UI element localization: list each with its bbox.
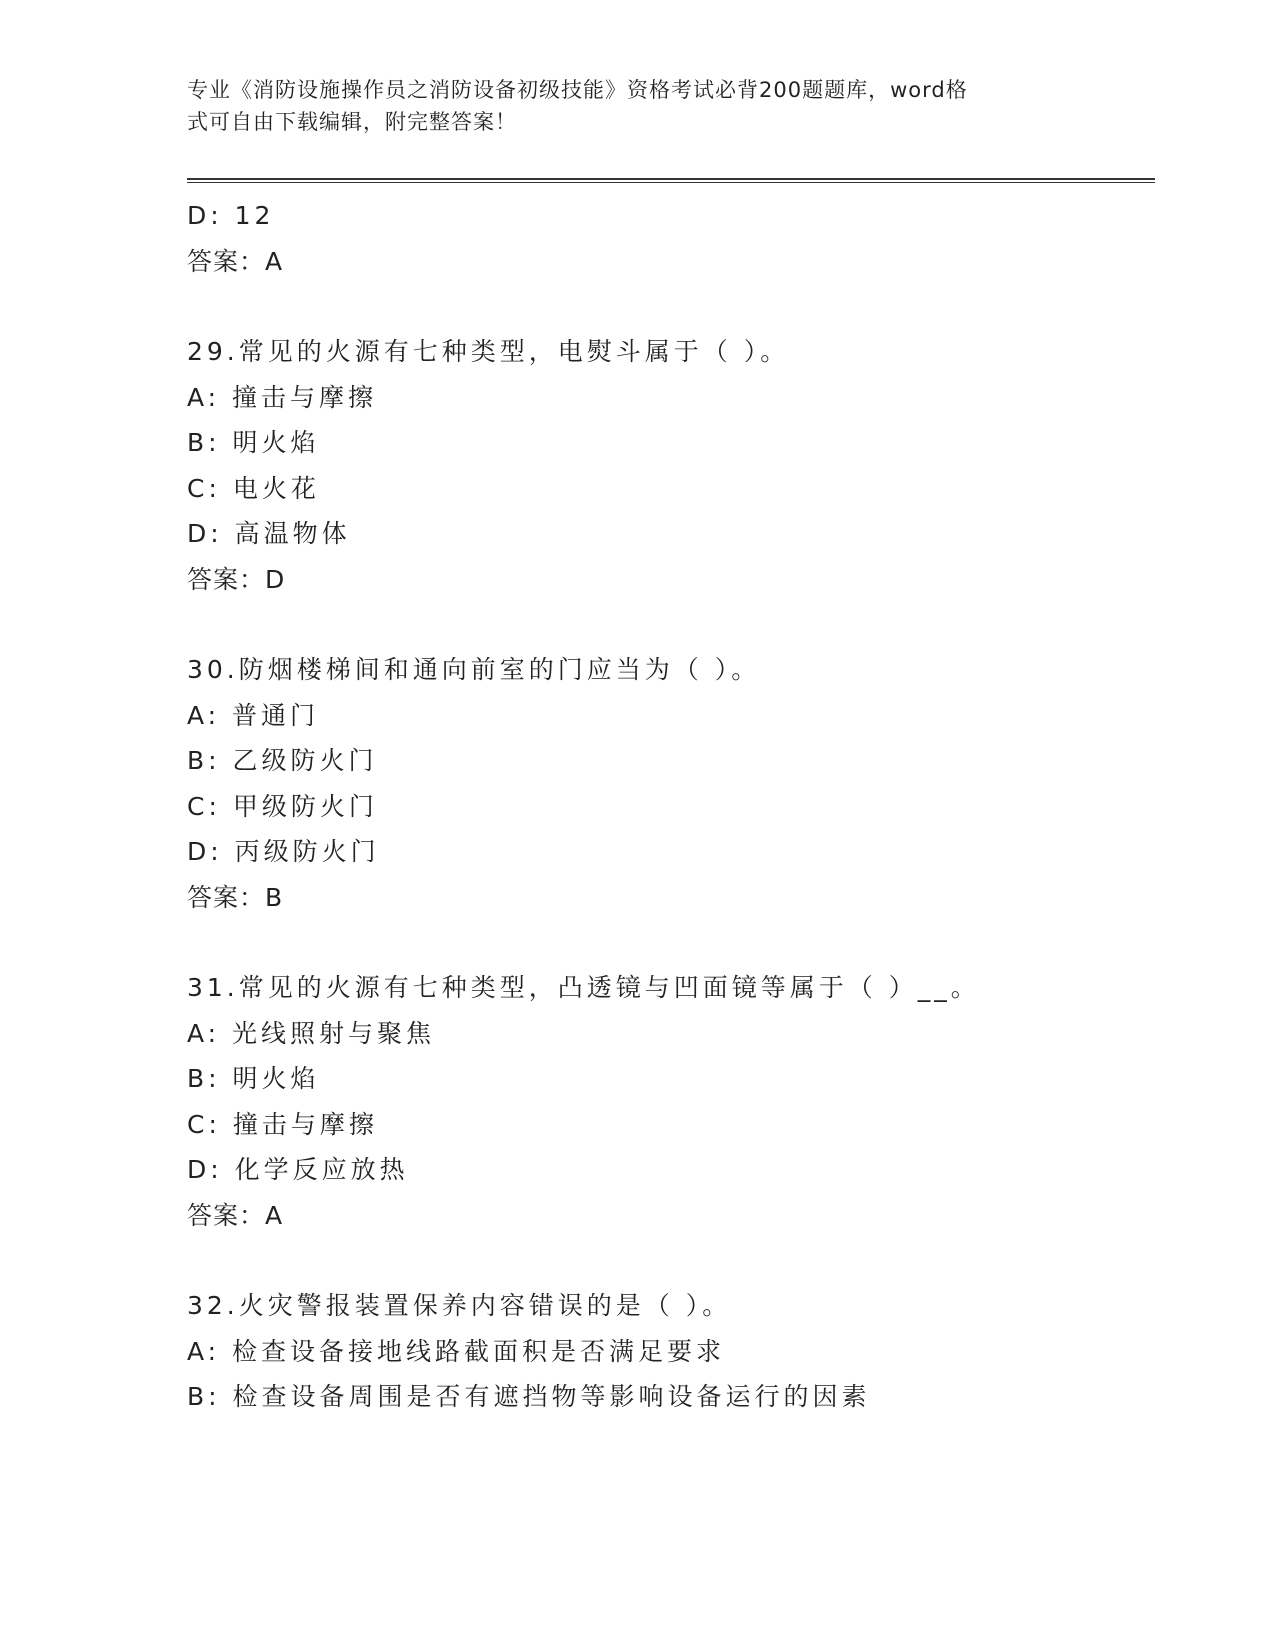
option-c: C: 电火花 <box>187 473 320 503</box>
question-32 <box>187 1283 1155 1420</box>
answer: 答案：D <box>187 564 286 594</box>
spacer <box>187 284 1155 329</box>
option-b: B: 明火焰 <box>187 428 320 457</box>
option-a: A: 光线照射与聚焦 <box>187 1018 436 1048</box>
question-31 <box>187 965 1155 1238</box>
header-line-1: 专业《消防设施操作员之消防设备初级技能》资格考试必背200题题库，word格 <box>187 78 968 102</box>
question-stem: 31.常见的火源有七种类型，凸透镜与凹面镜等属于（ ）__。 <box>187 973 980 1002</box>
option-a: A: 检查设备接地线路截面积是否满足要求 <box>187 1336 726 1366</box>
option-b: B: 检查设备周围是否有遮挡物等影响设备运行的因素 <box>187 1382 871 1411</box>
header-line-2: 式可自由下载编辑，附完整答案！ <box>187 110 517 134</box>
question-stem: 32.火灾警报装置保养内容错误的是（ ）。 <box>187 1291 732 1320</box>
answer: 答案：B <box>187 882 284 912</box>
spacer <box>187 1238 1155 1283</box>
option-d: D: 丙级防火门 <box>187 837 380 866</box>
option-d: D: 高温物体 <box>187 519 351 548</box>
option-a: A: 普通门 <box>187 700 320 730</box>
header-divider <box>187 178 1155 183</box>
option-c: C: 撞击与摩擦 <box>187 1109 378 1139</box>
option-c: C: 甲级防火门 <box>187 791 378 821</box>
option-a: A: 撞击与摩擦 <box>187 382 378 412</box>
option-b: B: 乙级防火门 <box>187 746 378 775</box>
option-d: D: 12 <box>187 201 275 230</box>
spacer <box>187 602 1155 647</box>
spacer <box>187 920 1155 965</box>
question-stem: 30.防烟楼梯间和通向前室的门应当为（ ）。 <box>187 655 761 684</box>
answer: 答案：A <box>187 246 284 276</box>
option-b: B: 明火焰 <box>187 1064 320 1093</box>
question-list <box>187 193 1155 1420</box>
question-stem: 29.常见的火源有七种类型，电熨斗属于（ ）。 <box>187 337 790 366</box>
option-d: D: 化学反应放热 <box>187 1155 409 1184</box>
question-29 <box>187 329 1155 602</box>
question-30 <box>187 647 1155 920</box>
answer: 答案：A <box>187 1200 284 1230</box>
document-header <box>187 74 1067 138</box>
